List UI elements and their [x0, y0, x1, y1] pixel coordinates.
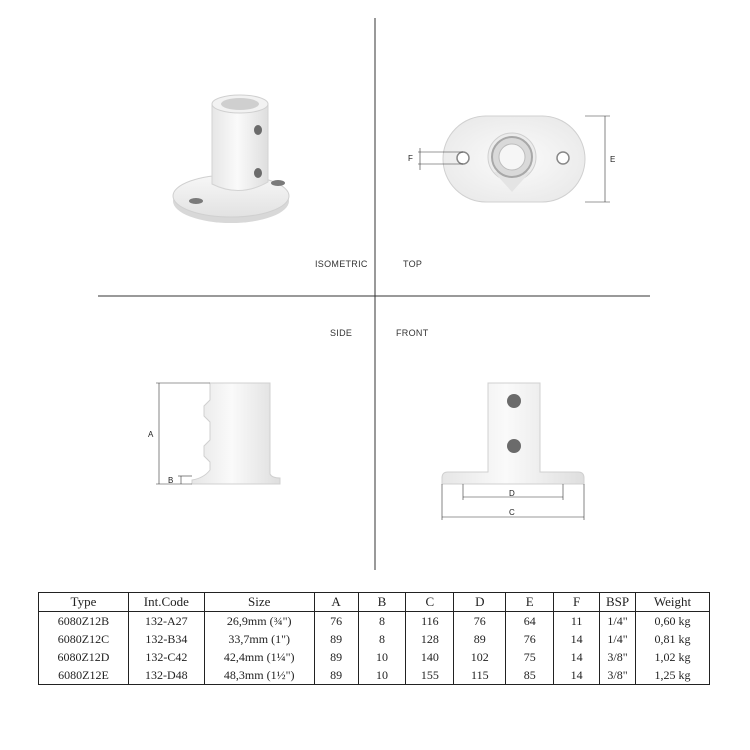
- table-row: [39, 630, 710, 648]
- cell-int-code: 132-B34: [128, 630, 204, 648]
- cell-weight: 1,02 kg: [636, 648, 710, 666]
- cell-a: 76: [314, 612, 358, 631]
- cell-b: 8: [358, 612, 406, 631]
- header-weight: Weight: [636, 593, 710, 612]
- cell-size: 26,9mm (¾"): [204, 612, 314, 631]
- cell-a: 89: [314, 648, 358, 666]
- cell-c: 128: [406, 630, 454, 648]
- header-a: A: [314, 593, 358, 612]
- header-int-code: Int.Code: [128, 593, 204, 612]
- table-row: [39, 666, 710, 685]
- iso-grub-screw-lower: [254, 168, 262, 178]
- cell-b: 10: [358, 648, 406, 666]
- cell-f: 14: [554, 630, 600, 648]
- cell-type: 6080Z12B: [39, 612, 129, 631]
- table-row: [39, 648, 710, 666]
- dim-label-a: A: [148, 430, 154, 439]
- header-size: Size: [204, 593, 314, 612]
- cell-size: 42,4mm (1¼"): [204, 648, 314, 666]
- header-c: C: [406, 593, 454, 612]
- front-view: [442, 383, 584, 520]
- cell-e: 75: [506, 648, 554, 666]
- header-b: B: [358, 593, 406, 612]
- specification-table: [38, 592, 710, 685]
- header-e: E: [506, 593, 554, 612]
- header-f: F: [554, 593, 600, 612]
- cell-f: 11: [554, 612, 600, 631]
- front-grub-screw-lower: [507, 439, 521, 453]
- table-row: [39, 612, 710, 631]
- cell-e: 85: [506, 666, 554, 685]
- iso-tube-bore: [221, 98, 259, 110]
- dim-label-d: D: [509, 489, 515, 498]
- iso-base-hole-left: [189, 198, 203, 204]
- dim-label-f: F: [408, 154, 413, 163]
- cell-e: 64: [506, 612, 554, 631]
- top-tube-bore: [499, 144, 525, 170]
- iso-grub-screw-upper: [254, 125, 262, 135]
- cell-bsp: 3/8": [600, 648, 636, 666]
- cell-type: 6080Z12D: [39, 648, 129, 666]
- header-type: Type: [39, 593, 129, 612]
- cell-b: 10: [358, 666, 406, 685]
- cell-f: 14: [554, 648, 600, 666]
- isometric-view: [173, 95, 289, 223]
- cell-f: 14: [554, 666, 600, 685]
- cell-b: 8: [358, 630, 406, 648]
- cell-int-code: 132-A27: [128, 612, 204, 631]
- cell-weight: 0,81 kg: [636, 630, 710, 648]
- table-header-row: [39, 593, 710, 612]
- top-hole-right: [557, 152, 569, 164]
- cell-weight: 0,60 kg: [636, 612, 710, 631]
- cell-int-code: 132-C42: [128, 648, 204, 666]
- cell-c: 155: [406, 666, 454, 685]
- cell-bsp: 1/4": [600, 612, 636, 631]
- cell-int-code: 132-D48: [128, 666, 204, 685]
- front-grub-screw-upper: [507, 394, 521, 408]
- cell-d: 115: [454, 666, 506, 685]
- dim-label-b: B: [168, 476, 174, 485]
- cell-c: 116: [406, 612, 454, 631]
- cell-type: 6080Z12E: [39, 666, 129, 685]
- cell-d: 89: [454, 630, 506, 648]
- cell-size: 48,3mm (1½"): [204, 666, 314, 685]
- header-bsp: BSP: [600, 593, 636, 612]
- cell-bsp: 1/4": [600, 630, 636, 648]
- cell-e: 76: [506, 630, 554, 648]
- dim-label-c: C: [509, 508, 515, 517]
- label-side: SIDE: [330, 328, 353, 338]
- top-hole-left: [457, 152, 469, 164]
- cell-size: 33,7mm (1"): [204, 630, 314, 648]
- label-front: FRONT: [396, 328, 429, 338]
- label-top: TOP: [403, 259, 423, 269]
- cell-a: 89: [314, 666, 358, 685]
- cell-bsp: 3/8": [600, 666, 636, 685]
- cell-d: 76: [454, 612, 506, 631]
- label-isometric: ISOMETRIC: [315, 259, 368, 269]
- cell-d: 102: [454, 648, 506, 666]
- cell-a: 89: [314, 630, 358, 648]
- cell-weight: 1,25 kg: [636, 666, 710, 685]
- header-d: D: [454, 593, 506, 612]
- dim-label-e: E: [610, 155, 616, 164]
- top-view: [418, 116, 610, 202]
- cell-c: 140: [406, 648, 454, 666]
- iso-base-hole-right: [271, 180, 285, 186]
- side-view: [156, 383, 280, 484]
- cell-type: 6080Z12C: [39, 630, 129, 648]
